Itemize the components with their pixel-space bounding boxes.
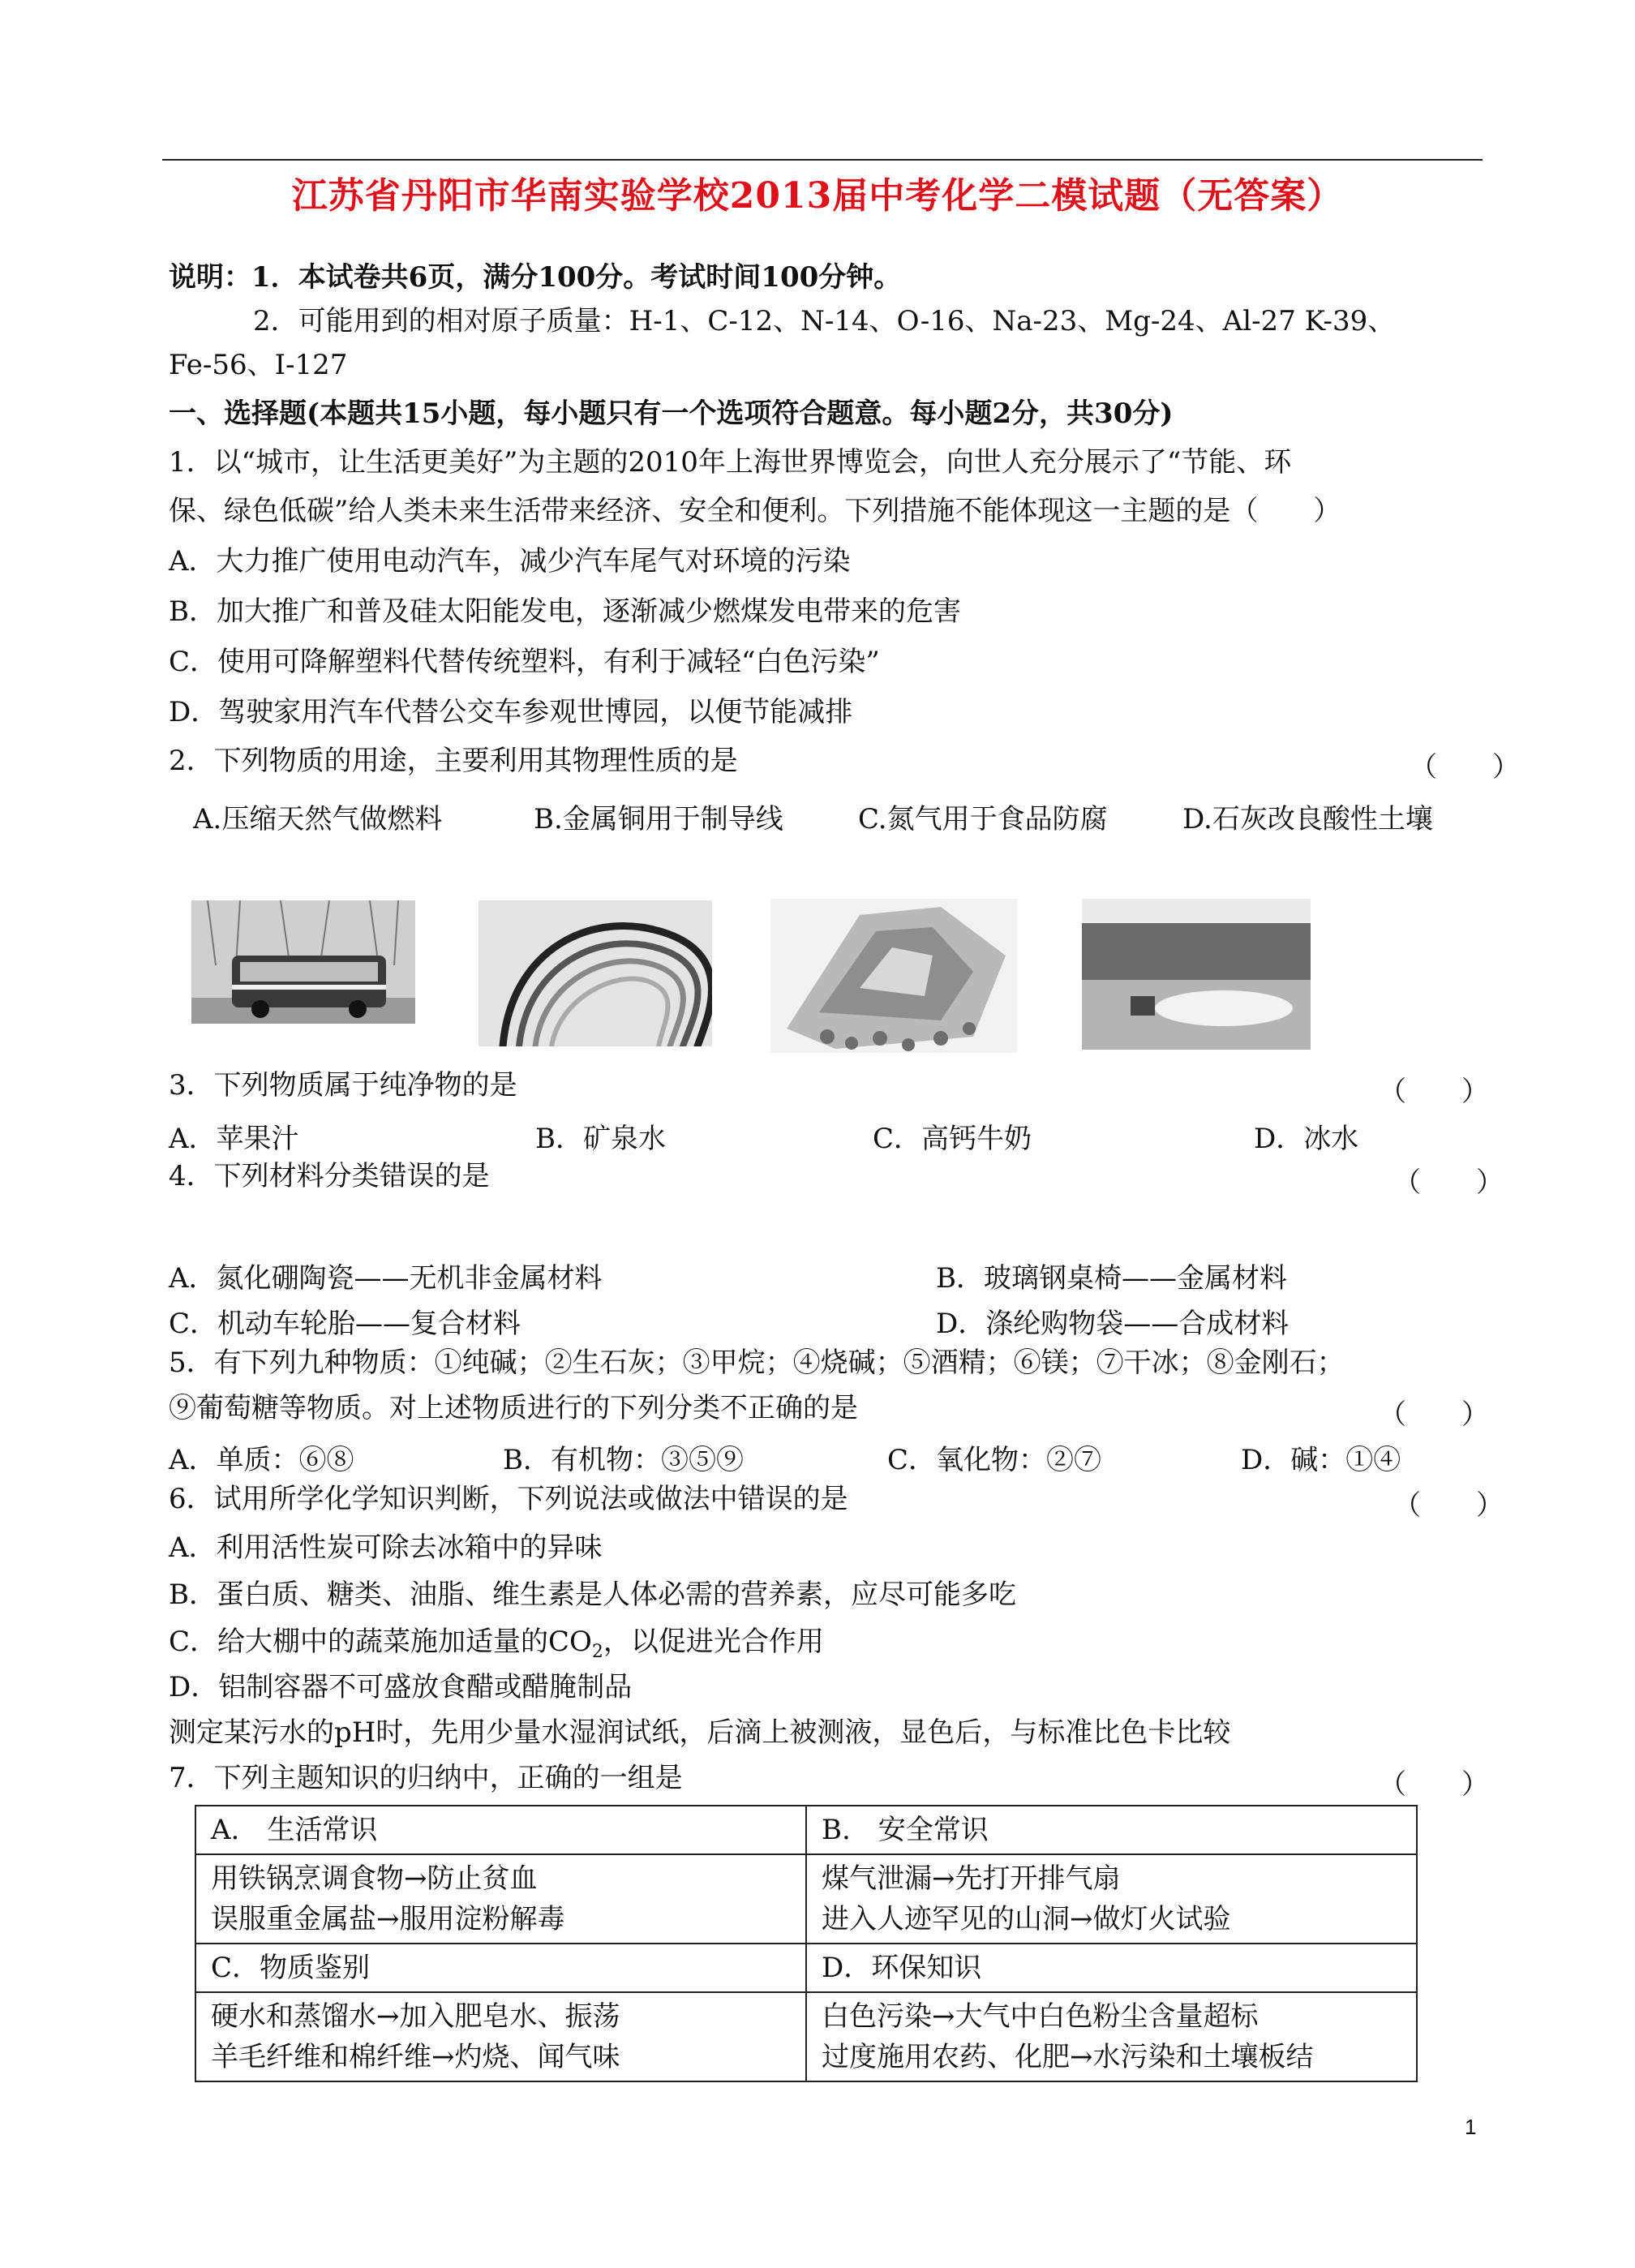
q5-answer-paren: （ ） — [1379, 1398, 1489, 1431]
table-cell-b-body: 煤气泄漏→先打开排气扇 进入人迹罕见的山洞→做灯火试验 — [806, 1854, 1417, 1944]
q6-option-b: B．蛋白质、糖类、油脂、维生素是人体必需的营养素，应尽可能多吃 — [169, 1579, 1016, 1611]
q1-option-c: C．使用可降解塑料代替传统塑料，有利于减轻“白色污染” — [169, 646, 880, 678]
q6-extra-line: 测定某污水的pH时，先用少量水湿润试纸，后滴上被测液，显色后，与标准比色卡比较 — [169, 1716, 1231, 1749]
q4-stem: 4．下列材料分类错误的是 — [169, 1160, 490, 1192]
table-cell-a-body: 用铁锅烹调食物→防止贫血 误服重金属盐→服用淀粉解毒 — [195, 1854, 806, 1944]
q5-option-d: D．碱：①④ — [1241, 1444, 1401, 1476]
q4-option-c: C．机动车轮胎——复合材料 — [169, 1308, 521, 1340]
q2-option-c: C.氮气用于食品防腐 — [858, 803, 1108, 835]
q7-answer-paren: （ ） — [1379, 1768, 1489, 1801]
q1-option-a: A．大力推广使用电动汽车，减少汽车尾气对环境的污染 — [169, 545, 851, 578]
section-heading: 一、选择题(本题共15小题，每小题只有一个选项符合题意。每小题2分，共30分) — [169, 397, 1174, 430]
notes-line-2: 2．可能用到的相对原子质量：H-1、C-12、N-14、O-16、Na-23、Mg-24、Al-27 K-39、 — [253, 305, 1396, 337]
q1-stem-line1: 1．以“城市，让生活更美好”为主题的2010年上海世界博览会，向世人充分展示了“节能、环 — [169, 446, 1292, 479]
q7-knowledge-table — [195, 1805, 1418, 2082]
field-image — [1082, 899, 1311, 1050]
q6-option-d: D．铝制容器不可盛放食醋或醋腌制品 — [169, 1671, 633, 1703]
food-package-image — [770, 899, 1017, 1053]
q2-option-b: B.金属铜用于制导线 — [534, 803, 783, 835]
q2-answer-paren: （ ） — [1410, 751, 1520, 784]
q6-answer-paren: （ ） — [1393, 1489, 1504, 1522]
q5-option-b: B．有机物：③⑤⑨ — [503, 1444, 744, 1476]
q4-option-d: D．涤纶购物袋——合成材料 — [936, 1308, 1290, 1340]
q3-stem: 3．下列物质属于纯净物的是 — [169, 1069, 517, 1102]
table-cell-a-head: A. 生活常识 — [195, 1806, 806, 1854]
q3-answer-paren: （ ） — [1379, 1076, 1489, 1108]
q5-option-c: C．氧化物：②⑦ — [887, 1444, 1102, 1476]
table-cell-b-head: B. 安全常识 — [806, 1806, 1417, 1854]
q6-option-c: C．给大棚中的蔬菜施加适量的$CO_2$，以促进光合作用 — [169, 1626, 824, 1662]
table-cell-c-head: C．物质鉴别 — [195, 1944, 806, 1992]
q3-option-c: C．高钙牛奶 — [873, 1123, 1032, 1155]
q5-stem-line2: ⑨葡萄糖等物质。对上述物质进行的下列分类不正确的是 — [169, 1392, 858, 1424]
bus-image — [191, 900, 415, 1024]
q2-option-a: A.压缩天然气做燃料 — [193, 803, 443, 835]
q5-option-a: A．单质：⑥⑧ — [169, 1444, 354, 1476]
q6-option-a: A．利用活性炭可除去冰箱中的异味 — [169, 1531, 603, 1564]
table-cell-d-body: 白色污染→大气中白色粉尘含量超标 过度施用农药、化肥→水污染和土壤板结 — [806, 1992, 1417, 2081]
q4-option-b: B．玻璃钢桌椅——金属材料 — [936, 1262, 1287, 1295]
table-cell-d-head: D．环保知识 — [806, 1944, 1417, 1992]
q3-option-b: B．矿泉水 — [535, 1123, 666, 1155]
q6-stem: 6．试用所学化学知识判断，下列说法或做法中错误的是 — [169, 1483, 848, 1515]
copper-wire-image — [478, 900, 712, 1046]
q1-stem-line2: 保、绿色低碳”给人类未来生活带来经济、安全和便利。下列措施不能体现这一主题的是（ ） — [169, 495, 1341, 527]
page-title: 江苏省丹阳市华南实验学校2013届中考化学二模试题（无答案） — [291, 175, 1344, 217]
page-number: 1 — [1465, 2115, 1477, 2139]
q1-option-b: B．加大推广和普及硅太阳能发电，逐渐减少燃煤发电带来的危害 — [169, 595, 961, 628]
notes-line-3: Fe-56、I-127 — [169, 349, 348, 381]
q1-option-d: D．驾驶家用汽车代替公交车参观世博园，以便节能减排 — [169, 696, 853, 728]
q4-answer-paren: （ ） — [1393, 1166, 1504, 1199]
q3-option-d: D．冰水 — [1254, 1123, 1359, 1155]
notes-line-1: 说明：1．本试卷共6页，满分100分。考试时间100分钟。 — [169, 261, 902, 294]
q7-stem: 7．下列主题知识的归纳中，正确的一组是 — [169, 1762, 683, 1794]
q5-stem-line1: 5．有下列九种物质：①纯碱；②生石灰；③甲烷；④烧碱；⑤酒精；⑥镁；⑦干冰；⑧金刚石； — [169, 1347, 1345, 1379]
table-cell-c-body: 硬水和蒸馏水→加入肥皂水、振荡 羊毛纤维和棉纤维→灼烧、闻气味 — [195, 1992, 806, 2081]
q4-option-a: A．氮化硼陶瓷——无机非金属材料 — [169, 1262, 603, 1295]
q2-option-d: D.石灰改良酸性土壤 — [1182, 803, 1433, 835]
q2-stem: 2．下列物质的用途，主要利用其物理性质的是 — [169, 745, 738, 777]
top-rule — [162, 159, 1483, 161]
q3-option-a: A．苹果汁 — [169, 1123, 299, 1155]
